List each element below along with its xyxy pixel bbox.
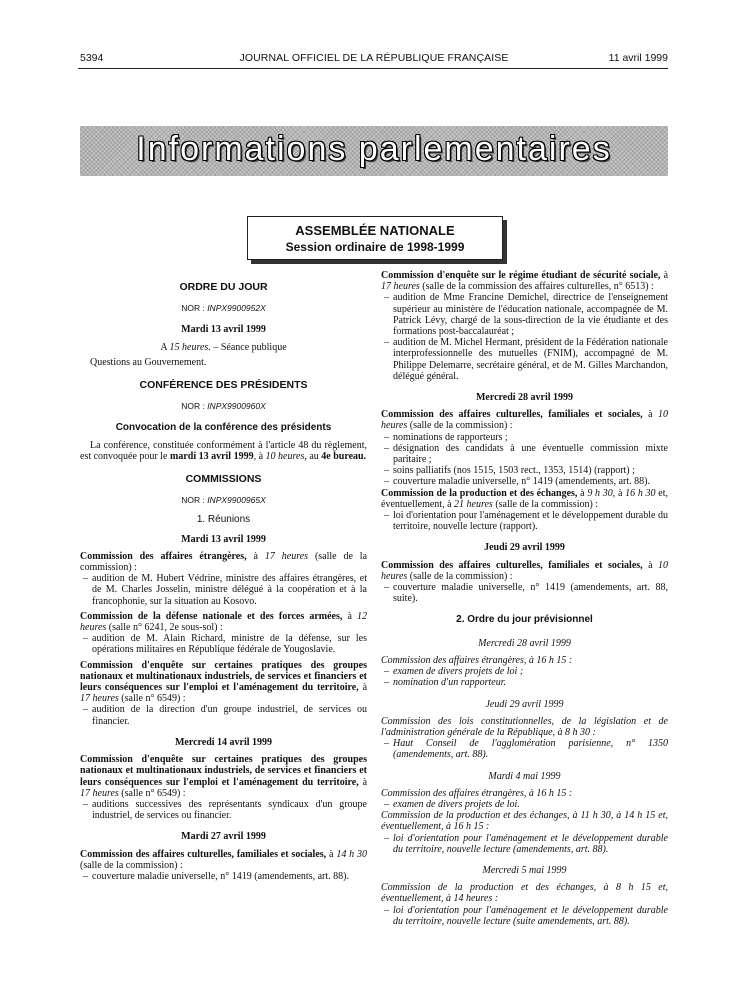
list-item: – audition de Mme Francine Demichel, directrice de l'enseignement supérieur au ministère de l'éducation nationale, accompagnée de M. Patrick Lévy, chargé de la sous-direction de la vie étudiante et des formations post-baccalauréat ; — [393, 292, 668, 337]
agenda-list — [381, 666, 668, 688]
commission-entry: Commission d'enquête sur le régime étudiant de sécurité sociale, à 17 heures (salle de la commission des affaires culturelles, n° 6513) : — [381, 270, 669, 293]
date-heading: Jeudi 29 avril 1999 — [485, 698, 564, 710]
list-item: – audition de M. Alain Richard, ministre de la défense, sur les opérations militaires en République fédérale de Yougoslavie. — [92, 633, 367, 655]
running-header — [80, 52, 668, 66]
banner-title: Informations parlementaires — [136, 130, 612, 168]
page-number: 5394 — [80, 52, 104, 64]
date-heading: Mercredi 28 avril 1999 — [478, 637, 571, 649]
issue-date: 11 avril 1999 — [608, 52, 668, 64]
date-heading: Mardi 4 mai 1999 — [488, 770, 561, 782]
commission-entry: Commission des affaires culturelles, familiales et sociales, à 10 heures (salle de la commission) : — [381, 409, 668, 432]
agenda-list — [80, 871, 367, 882]
list-item: – examen de divers projets de loi ; — [393, 666, 668, 677]
questions-line: Questions au Gouvernement. — [90, 356, 207, 368]
commission-entry: Commission de la production et des échanges, à 9 h 30, à 16 h 30 et, éventuellement, à 21 heures (salle de la commission) : — [381, 487, 668, 510]
list-item: – audition de la direction d'un groupe industriel, de services ou financier. — [92, 704, 367, 726]
agenda-list — [381, 292, 668, 382]
agenda-list — [381, 510, 668, 532]
journal-title: JOURNAL OFFICIEL DE LA RÉPUBLIQUE FRANÇAISE — [239, 52, 509, 64]
nor-ref: NOR : INPX9900952X — [181, 303, 266, 314]
agenda-list — [80, 633, 367, 655]
commission-entry: Commission de la défense nationale et des forces armées, à 12 heures (salle n° 6241, 2e sous-sol) : — [80, 610, 368, 634]
subsection-title: 2. Ordre du jour prévisionnel — [456, 614, 593, 626]
assembly-box — [247, 216, 503, 260]
section-title-commissions: COMMISSIONS — [185, 473, 262, 486]
list-item: – nomination d'un rapporteur. — [393, 677, 668, 688]
list-item: – couverture maladie universelle, n° 1419 (amendements, art. 88). — [393, 476, 668, 487]
list-item: – Haut Conseil de l'agglomération parisienne, n° 1350 (amendements, art. 88). — [393, 738, 668, 760]
agenda-list — [80, 704, 367, 726]
list-item: – désignation des candidats à une éventuelle commission mixte paritaire ; — [393, 443, 668, 465]
agenda-list — [381, 905, 668, 927]
section-banner — [80, 126, 668, 176]
assembly-name: ASSEMBLÉE NATIONALE — [295, 223, 455, 238]
list-item: – couverture maladie universelle, n° 1419 (amendements, art. 88, suite). — [393, 582, 668, 604]
list-item: – auditions successives des représentants syndicaux d'un groupe industriel, de services ou financier. — [92, 799, 367, 821]
commission-entry: Commission de la production et des échanges, à 8 h 15 et, éventuellement, à 14 heures : — [381, 882, 668, 905]
date-heading: Mardi 13 avril 1999 — [181, 533, 266, 545]
commission-entry: Commission d'enquête sur certaines pratiques des groupes nationaux et multinationaux industriels, de services et financiers et leurs conséquences sur l'emploi et l'aménagement du territoire, à 17 heures (salle n° 6549) : — [80, 659, 368, 705]
commission-entry: Commission d'enquête sur certaines pratiques des groupes nationaux et multinationaux industriels, de services et financiers et leurs conséquences sur l'emploi et l'aménagement du territoire, à 17 heures (salle n° 6549) : — [80, 754, 368, 799]
commission-entry: Commission des lois constitutionnelles, de la législation et de l'administration générale de la République, à 8 h 30 : — [381, 715, 668, 738]
list-item: – examen de divers projets de loi. — [393, 799, 668, 810]
date-heading: Mercredi 28 avril 1999 — [475, 392, 574, 404]
section-title-ordre-du-jour: ORDRE DU JOUR — [179, 281, 268, 293]
agenda-list — [80, 799, 367, 821]
commission-entry: Commission des affaires culturelles, familiales et sociales, à 14 h 30 (salle de la commission) : — [80, 848, 368, 871]
commission-entry: Commission des affaires étrangères, à 17 heures (salle de la commission) : — [80, 550, 368, 574]
list-item: – nominations de rapporteurs ; — [393, 432, 668, 443]
date-heading: Mercredi 14 avril 1999 — [174, 736, 273, 748]
commission-entry: Commission de la production et des échanges, à 11 h 30, à 14 h 15 et, éventuellement, à 16 h 15 : — [381, 810, 668, 833]
agenda-list — [381, 582, 668, 604]
date-heading: Mercredi 5 mai 1999 — [482, 864, 567, 876]
nor-ref: NOR : INPX9900965X — [181, 495, 266, 506]
left-column — [80, 282, 367, 882]
commission-entry: Commission des affaires étrangères, à 16 h 15 : — [381, 654, 573, 666]
agenda-list — [381, 799, 668, 810]
date-heading: Jeudi 29 avril 1999 — [484, 542, 565, 554]
section-title-conference: CONFÉRENCE DES PRÉSIDENTS — [139, 379, 308, 392]
agenda-list — [381, 738, 668, 760]
date-heading: Mardi 27 avril 1999 — [181, 831, 266, 843]
nor-ref: NOR : INPX9900960X — [181, 401, 266, 412]
commission-entry: Commission des affaires étrangères, à 16 h 15 : — [381, 787, 573, 799]
convocation-text: La conférence, constituée conformément à l'article 48 du règlement, est convoquée pour le mardi 13 avril 1999, à 10 heures, au 4e bureau. — [80, 439, 367, 462]
right-column — [381, 270, 668, 927]
seance-line: A 15 heures. – Séance publique — [160, 341, 287, 353]
list-item: – loi d'orientation pour l'aménagement et le développement durable du territoire, nouvelle lecture (rapport). — [393, 510, 668, 532]
list-item: – soins palliatifs (nos 1515, 1503 rect., 1353, 1514) (rapport) ; — [393, 465, 668, 476]
commission-entry: Commission des affaires culturelles, familiales et sociales, à 10 heures (salle de la commission) : — [381, 559, 668, 582]
session-name: Session ordinaire de 1998-1999 — [285, 240, 465, 254]
subsection-title: 1. Réunions — [196, 514, 251, 526]
list-item: – couverture maladie universelle, n° 1419 (amendements, art. 88). — [92, 871, 367, 882]
date-heading: Mardi 13 avril 1999 — [181, 324, 266, 336]
agenda-list — [381, 432, 668, 488]
subsection-title: Convocation de la conférence des présidents — [115, 422, 332, 434]
list-item: – audition de M. Michel Hermant, président de la Fédération nationale interprofessionnelle des mutuelles (FNIM), accompagné de M. Philippe Delemarre, secrétaire général, et de M. Gilles Marchandon, délégué général. — [393, 337, 668, 382]
header-rule — [78, 68, 668, 69]
agenda-list — [80, 573, 367, 607]
list-item: – loi d'orientation pour l'aménagement et le développement durable du territoire, nouvelle lecture (amendements, art. 88). — [393, 833, 668, 855]
agenda-list — [381, 833, 668, 855]
list-item: – audition de M. Hubert Védrine, ministre des affaires étrangères, et de M. Charles Josselin, ministre délégué à la coopération et à la francophonie, sur la situation au Kosovo. — [92, 573, 367, 607]
list-item: – loi d'orientation pour l'aménagement et le développement durable du territoire, nouvelle lecture (suite amendements, art. 88). — [393, 905, 668, 927]
